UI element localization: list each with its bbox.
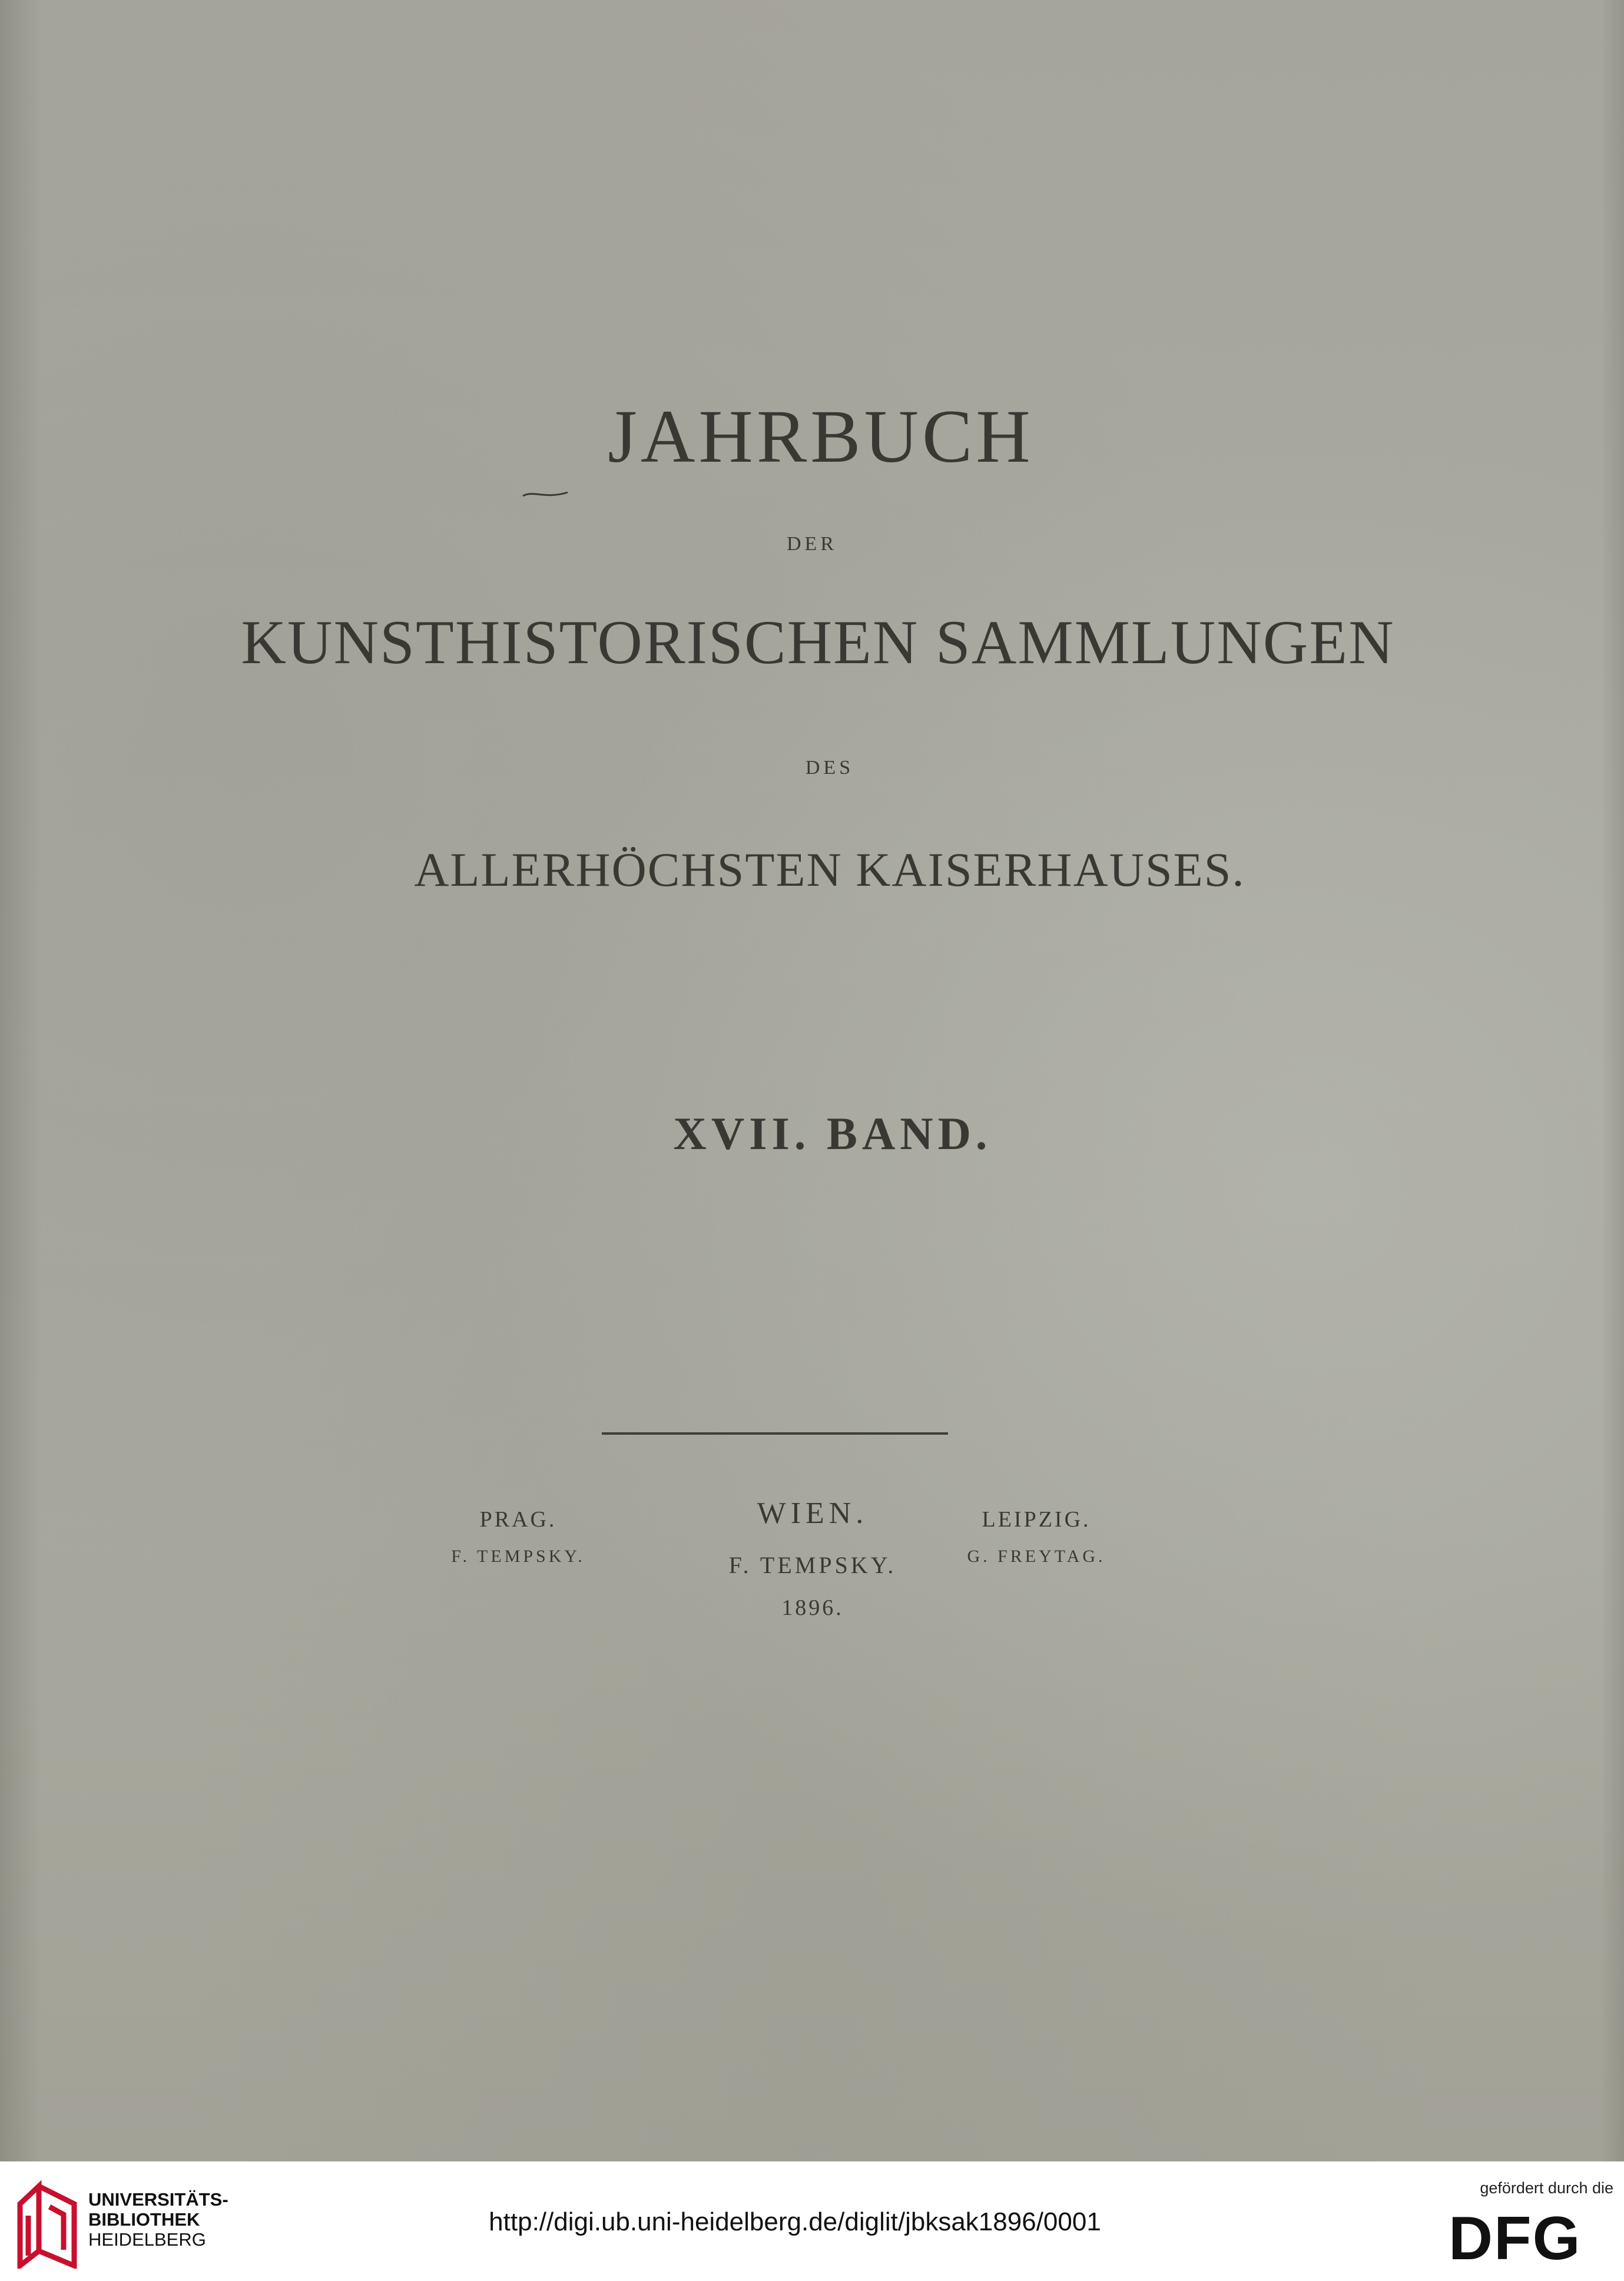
footer-bar — [0, 2161, 1624, 2281]
cover-subtitle: KUNSTHISTORISCHEN SAMMLUNGEN — [241, 608, 1395, 677]
library-name-line1: UNIVERSITÄTS- — [88, 2189, 228, 2210]
library-name[interactable] — [88, 2190, 265, 2250]
imprint-year: 1896. — [781, 1595, 844, 1620]
imprint-leipzig-publisher: G. FREYTAG. — [967, 1547, 1106, 1566]
imprint-divider — [602, 1432, 948, 1435]
title-flourish-ornament — [522, 489, 569, 501]
imprint-prag-city: PRAG. — [479, 1507, 557, 1532]
svg-text:DFG: DFG — [1449, 2209, 1582, 2265]
library-name-line3: HEIDELBERG — [88, 2229, 206, 2250]
cover-des: DES — [805, 757, 854, 779]
imprint-wien-city: WIEN. — [757, 1497, 869, 1530]
cover-volume: XVII. BAND. — [673, 1108, 992, 1159]
cover-title: JAHRBUCH — [608, 395, 1034, 478]
funded-by-label: gefördert durch die — [1480, 2179, 1613, 2197]
library-name-line2: BIBLIOTHEK — [88, 2209, 200, 2230]
permalink-url[interactable]: http://digi.ub.uni-heidelberg.de/diglit/jbksak1896/0001 — [489, 2207, 1101, 2236]
cover-der: DER — [787, 533, 837, 555]
library-logo-icon[interactable] — [15, 2180, 80, 2269]
cover-house: ALLERHÖCHSTEN KAISERHAUSES. — [414, 843, 1245, 896]
imprint-wien-publisher: F. TEMPSKY. — [728, 1552, 897, 1578]
imprint-leipzig-city: LEIPZIG. — [982, 1507, 1091, 1532]
dfg-logo-icon[interactable] — [1449, 2209, 1605, 2265]
imprint-prag-publisher: F. TEMPSKY. — [451, 1547, 585, 1566]
